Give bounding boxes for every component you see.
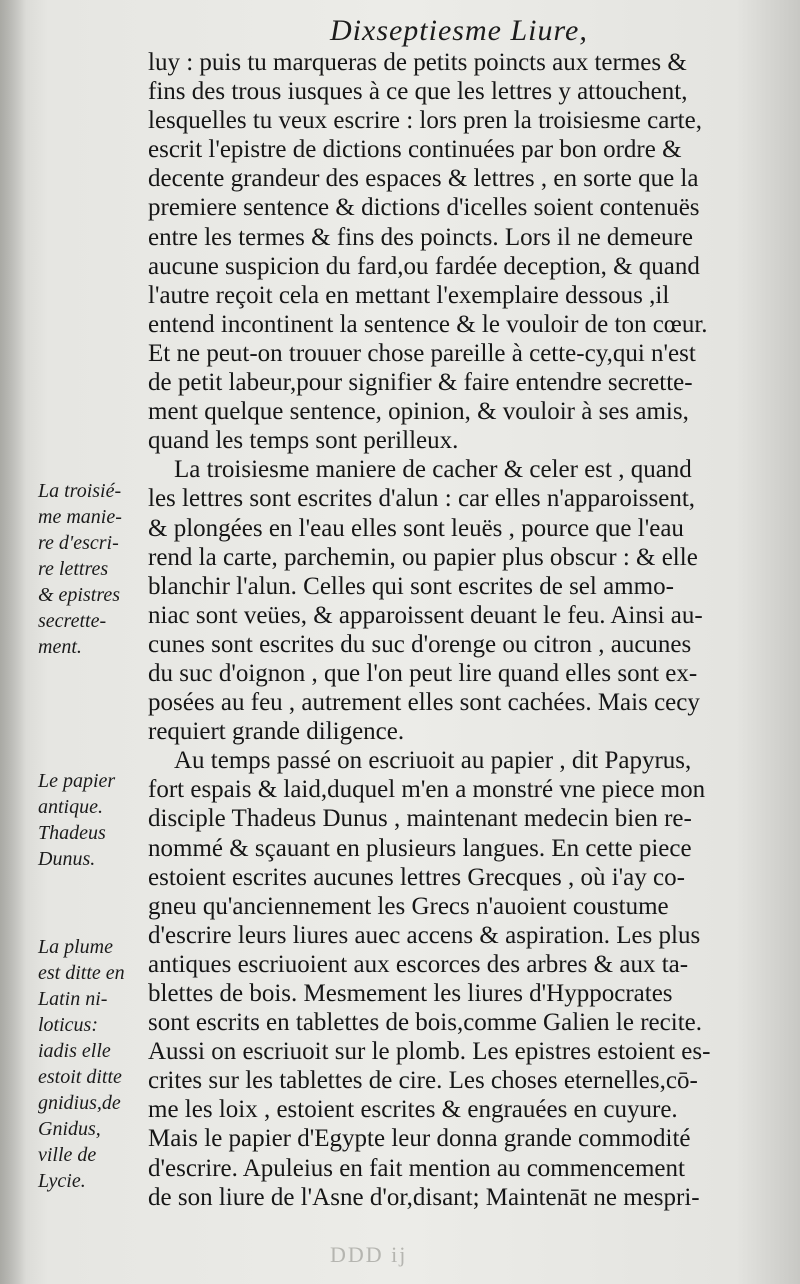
text-line: aucune suspicion du fard,ou fardée deception, & quand (148, 252, 700, 280)
text-line: blanchir l'alun. Celles qui sont escrites de sel ammo- (148, 572, 674, 600)
paragraph (148, 455, 768, 484)
text-line: de son liure de l'Asne d'or,disant; Maintenāt ne mespri- (148, 1183, 700, 1211)
margin-note-line: loticus: (38, 1014, 98, 1036)
text-line: posées au feu , autrement elles sont cachées. Mais cecy (148, 689, 700, 717)
signature-mark: DDD ij (330, 1242, 408, 1267)
text-line: disciple Thadeus Dunus , maintenant medecin bien re- (148, 805, 692, 833)
text-line: entre les termes & fins des poincts. Lors il ne demeure (148, 223, 693, 251)
margin-note-line: estoit ditte (38, 1066, 122, 1088)
margin-note-line: Le papier (38, 770, 116, 792)
text-line: estoient escrites aucunes lettres Grecques , où i'ay co- (148, 863, 685, 891)
text-line: Aussi on escriuoit sur le plomb. Les epistres estoient es- (148, 1038, 711, 1066)
text-line: Et ne peut-on trouuer chose pareille à cette-cy,qui n'est (148, 339, 696, 367)
text-line: ment quelque sentence, opinion, & vouloir à ses amis, (148, 398, 689, 426)
text-line: antiques escriuoient aux escorces des arbres & aux ta- (148, 950, 689, 978)
text-line: du suc d'oignon , que l'on peut lire quand elles sont ex- (148, 659, 698, 687)
text-line: requiert grande diligence. (148, 718, 405, 746)
text-line: luy : puis tu marqueras de petits poincts aux termes & (148, 49, 687, 76)
paragraph-continuation (148, 484, 768, 746)
margin-note (38, 934, 148, 1194)
margin-note-line: est ditte en (38, 962, 125, 984)
text-line: lesquelles tu veux escrire : lors pren la troisiesme carte, (148, 107, 702, 135)
margin-note-line: re lettres (38, 558, 109, 580)
text-line: cunes sont escrites du suc d'orenge ou citron , aucunes (148, 630, 692, 658)
text-line: fins des trous iusques à ce que les lettres y attouchent, (148, 78, 688, 106)
margin-note-line: Lycie. (38, 1170, 86, 1192)
margin-note-line: Thadeus (38, 822, 106, 844)
text-line: rend la carte, parchemin, ou papier plus obscur : & elle (148, 543, 698, 571)
text-line: escrit l'epistre de dictions continuées par bon ordre & (148, 136, 682, 164)
text-line: blettes de bois. Mesmement les liures d'Hyppocrates (148, 980, 673, 1007)
paragraph-continuation (148, 775, 768, 1211)
text-line: quand les temps sont perilleux. (148, 427, 459, 455)
text-line: fort espais & laid,duquel m'en a monstré vne piece mon (148, 776, 706, 804)
text-line: sont escrits en tablettes de bois,comme Galien le recite. (148, 1009, 702, 1037)
text-line: nommé & sçauant en plusieurs langues. En cette piece (148, 834, 692, 862)
text-line: crites sur les tablettes de cire. Les choses eternelles,cō- (148, 1067, 698, 1095)
margin-note-line: re d'escri- (38, 532, 119, 554)
margin-note-line: La troisié- (38, 480, 122, 502)
text-line: entend incontinent la sentence & le vouloir de ton cœur. (148, 310, 708, 338)
text-line: les lettres sont escrites d'alun : car elles n'apparoissent, (148, 485, 696, 513)
margin-note-line: secrette- (38, 610, 107, 632)
text-line: Au temps passé on escriuoit au papier , dit Papyrus, (174, 747, 692, 775)
margin-note-line: ville de (38, 1144, 97, 1166)
margin-note-line: Gnidus, (38, 1118, 101, 1140)
page-gutter-shadow (0, 0, 26, 1284)
text-line: niac sont veües, & apparoissent deuant le feu. Ainsi au- (148, 601, 703, 629)
running-title: Dixseptiesme Liure, (330, 14, 588, 47)
margin-note (38, 768, 148, 872)
margin-note-line: Latin ni- (38, 988, 108, 1010)
text-line: & plongées en l'eau elles sont leuës , pource que l'eau (148, 514, 684, 542)
text-line: premiere sentence & dictions d'icelles soient contenuës (148, 194, 700, 222)
text-line: l'autre reçoit cela en mettant l'exemplaire dessous ,il (148, 281, 670, 309)
text-line: Mais le papier d'Egypte leur donna grande commodité (148, 1125, 691, 1153)
paragraph (148, 746, 768, 775)
margin-note (38, 478, 148, 660)
text-line: de petit labeur,pour signifier & faire entendre secrette- (148, 369, 693, 397)
margin-note-line: & epistres (38, 584, 121, 606)
paragraph (148, 48, 768, 455)
text-line: La troisiesme maniere de cacher & celer est , quand (174, 456, 692, 484)
margin-note-line: me manie- (38, 506, 122, 528)
margin-note-line: gnidius,de (38, 1092, 121, 1114)
text-line: decente grandeur des espaces & lettres , en sorte que la (148, 165, 699, 193)
margin-note-line: Dunus. (38, 848, 96, 870)
text-line: d'escrire leurs liures auec accens & aspiration. Les plus (148, 921, 701, 949)
margin-note-line: La plume (38, 936, 113, 958)
main-text-block (148, 48, 768, 1212)
text-line: gneu qu'anciennement les Grecs n'auoient coustume (148, 892, 669, 920)
margin-note-line: iadis elle (38, 1040, 111, 1062)
margin-note-line: antique. (38, 796, 103, 818)
margin-note-line: ment. (38, 636, 82, 658)
text-line: d'escrire. Apuleius en fait mention au commencement (148, 1154, 685, 1182)
text-line: me les loix , estoient escrites & engrauées en cuyure. (148, 1096, 678, 1124)
